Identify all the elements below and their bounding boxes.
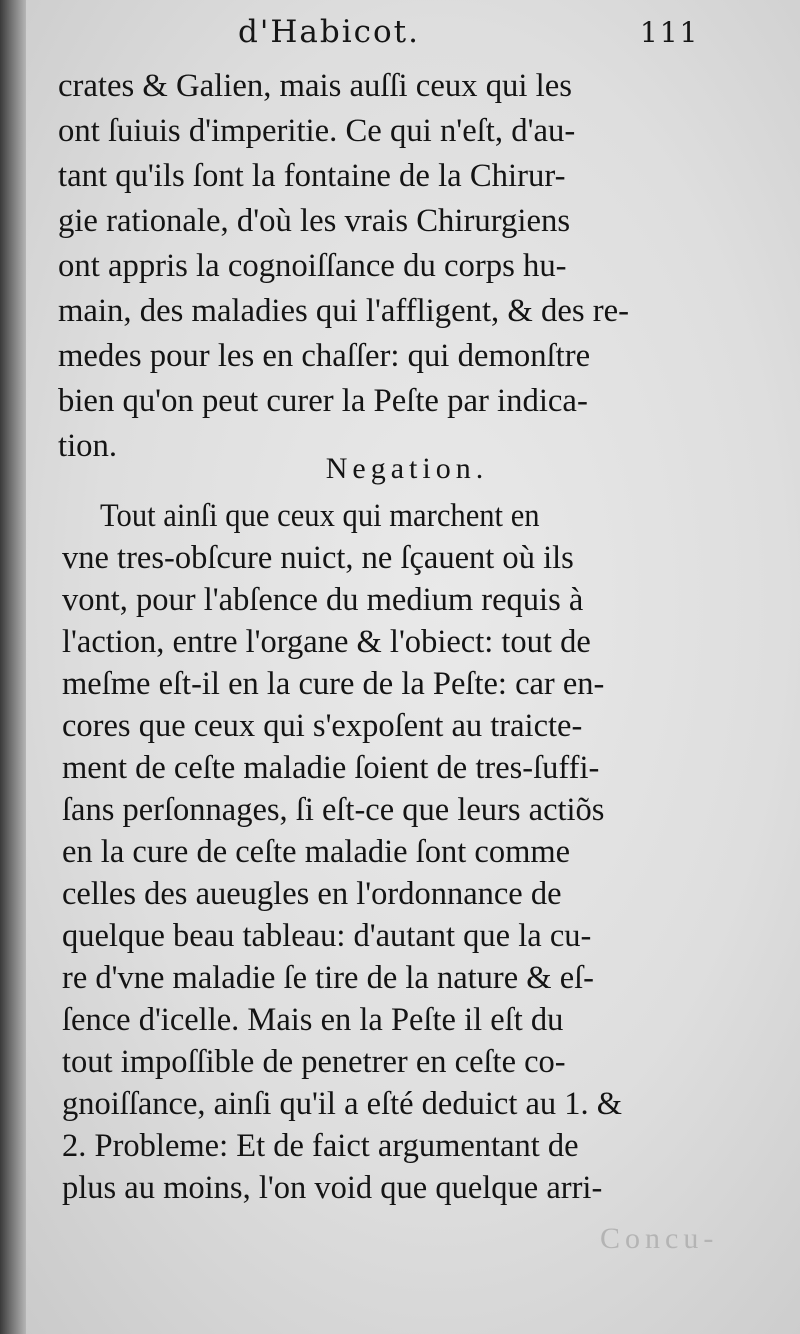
text-line: gnoiſſance, ainſi qu'il a eſté deduict au 1. &	[62, 1086, 623, 1122]
text-line: vne tres-obſcure nuict, ne ſçauent où ils	[62, 540, 574, 576]
page-header	[0, 14, 800, 54]
text-line: medes pour les en chaſſer: qui demonſtre	[58, 338, 591, 374]
text-line: ont ſuiuis d'imperitie. Ce qui n'eſt, d'au-	[58, 113, 576, 149]
text-line: 2. Probleme: Et de faict argumentant de	[62, 1128, 579, 1164]
section-heading: Negation.	[325, 452, 489, 485]
text-line: ſence d'icelle. Mais en la Peſte il eſt du	[62, 1002, 564, 1038]
text-line: l'action, entre l'organe & l'obiect: tout de	[62, 624, 591, 660]
text-line: gie rationale, d'où les vrais Chirurgiens	[58, 203, 571, 239]
text-line: ſans perſonnages, ſi eſt-ce que leurs actiõs	[62, 792, 605, 828]
text-line: plus au moins, l'on void que quelque arri-	[62, 1170, 603, 1206]
text-line: vont, pour l'abſence du medium requis à	[62, 582, 584, 618]
text-line: tout impoſſible de penetrer en ceſte co-	[62, 1044, 566, 1080]
text-line: meſme eſt-il en la cure de la Peſte: car en-	[62, 666, 605, 702]
text-line: Tout ainſi que ceux qui marchent en	[100, 498, 540, 534]
text-line: ont appris la cognoiſſance du corps hu-	[58, 248, 567, 284]
running-head: d'Habicot.	[238, 14, 420, 50]
text-line: tion.	[58, 428, 118, 464]
text-line: cores que ceux qui s'expoſent au traicte-	[62, 708, 583, 744]
text-line: ment de ceſte maladie ſoient de tres-ſuffi-	[62, 750, 600, 786]
text-line: celles des aueugles en l'ordonnance de	[62, 876, 562, 912]
text-line: quelque beau tableau: d'autant que la cu-	[62, 918, 592, 954]
text-line: bien qu'on peut curer la Peſte par indica-	[58, 383, 588, 419]
page-number: 111	[640, 16, 700, 49]
text-line: en la cure de ceſte maladie ſont comme	[62, 834, 571, 870]
text-line: tant qu'ils ſont la fontaine de la Chirur-	[58, 158, 566, 194]
catchword: Concu-	[600, 1222, 719, 1255]
text-line: main, des maladies qui l'affligent, & des re-	[58, 293, 630, 329]
binding-gutter	[0, 0, 26, 1334]
text-line: crates & Galien, mais auſſi ceux qui les	[58, 68, 573, 104]
text-line: re d'vne maladie ſe tire de la nature & eſ-	[62, 960, 595, 996]
